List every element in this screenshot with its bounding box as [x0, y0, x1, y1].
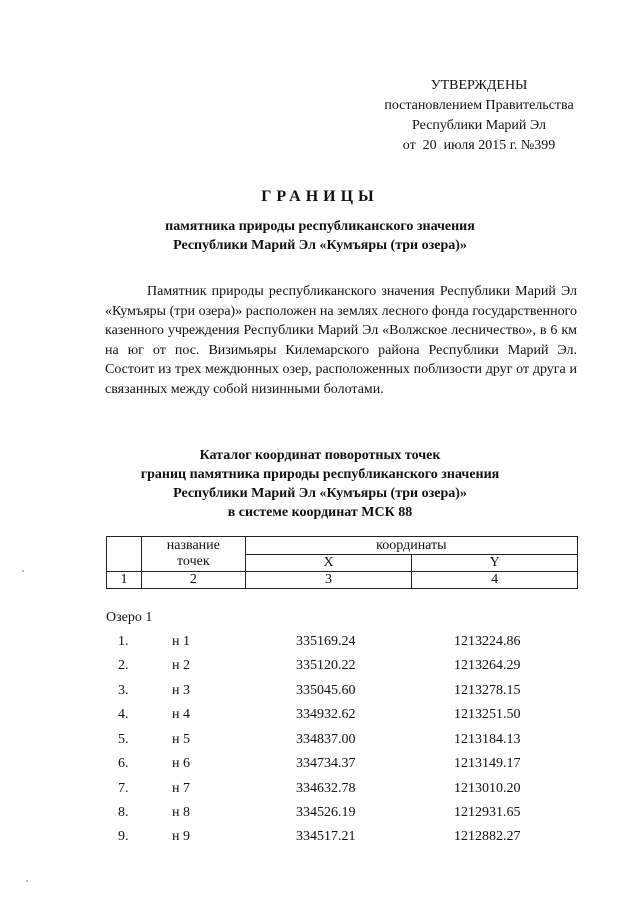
header-name-label: название [166, 538, 220, 553]
point-name: н 1 [172, 634, 190, 649]
point-name: н 8 [172, 805, 190, 820]
catalog-title-line-2: границ памятника природы республиканского значения [140, 467, 500, 482]
header-number-cell [107, 537, 142, 572]
point-x: 334734.37 [296, 756, 356, 771]
header-x: X [245, 555, 412, 572]
table-row [0, 805, 640, 827]
point-name: н 3 [172, 683, 190, 698]
point-y: 1213224.86 [454, 634, 521, 649]
point-number: 3. [118, 683, 129, 698]
point-name: н 2 [172, 658, 190, 673]
coordinates-table-header [106, 536, 578, 589]
description-paragraph: Памятник природы республиканского значения Республики Марий Эл «Кумъяры (три озера)» расположен на землях лесного фонда государственного казенного учреждения Республики Марий Эл «Волжское лесничество», в 6 км на юг от пос. Визимьяры Килемарского района Республики Марий Эл. Состоит из трех междюнных озер, расположенных поблизости друг от друга и связанных между собой низинными болотами. [105, 284, 577, 397]
point-name: н 5 [172, 732, 190, 747]
table-row [0, 707, 640, 729]
point-y: 1213010.20 [454, 781, 521, 796]
scan-speck [22, 570, 24, 572]
point-y: 1212931.65 [454, 805, 521, 820]
header-y: Y [412, 555, 578, 572]
point-x: 334517.21 [296, 829, 356, 844]
point-x: 335045.60 [296, 683, 356, 698]
point-number: 7. [118, 781, 129, 796]
catalog-title-line-1: Каталог координат поворотных точек [199, 448, 441, 463]
point-name: н 7 [172, 781, 190, 796]
subtitle-line-2: Республики Марий Эл «Кумъяры (три озера)» [173, 238, 467, 253]
point-number: 4. [118, 707, 129, 722]
point-number: 9. [118, 829, 129, 844]
header-index-2: 2 [141, 572, 245, 589]
table-row [0, 829, 640, 851]
point-name: н 4 [172, 707, 190, 722]
point-y: 1213149.17 [454, 756, 521, 771]
point-x: 334632.78 [296, 781, 356, 796]
approval-date: от 20 июля 2015 г. №399 [402, 138, 556, 153]
approval-republic: Республики Марий Эл [412, 118, 546, 133]
header-index-1: 1 [107, 572, 142, 589]
approval-block [374, 76, 584, 156]
table-row [0, 732, 640, 754]
point-y: 1213184.13 [454, 732, 521, 747]
point-number: 2. [118, 658, 129, 673]
approval-heading: УТВЕРЖДЕНЫ [430, 78, 528, 93]
table-row [0, 781, 640, 803]
point-name: н 6 [172, 756, 190, 771]
point-y: 1212882.27 [454, 829, 521, 844]
approval-decree: постановлением Правительства [384, 98, 574, 113]
point-y: 1213251.50 [454, 707, 521, 722]
header-coordinates: координаты [245, 537, 577, 555]
header-index-4: 4 [412, 572, 578, 589]
subtitle-line-1: памятника природы республиканского значения [165, 219, 475, 234]
point-x: 334932.62 [296, 707, 356, 722]
header-name-cell [141, 537, 245, 572]
table-row [0, 634, 640, 656]
point-number: 8. [118, 805, 129, 820]
catalog-title-line-3: Республики Марий Эл «Кумъяры (три озера)» [173, 486, 467, 501]
point-x: 335169.24 [296, 634, 356, 649]
scan-speck [26, 880, 28, 882]
point-x: 335120.22 [296, 658, 356, 673]
point-number: 1. [118, 634, 129, 649]
header-index-3: 3 [245, 572, 412, 589]
point-y: 1213278.15 [454, 683, 521, 698]
point-number: 6. [118, 756, 129, 771]
table-row [0, 658, 640, 680]
table-row [0, 683, 640, 705]
lake-label: Озеро 1 [106, 610, 153, 625]
document-title: ГРАНИЦЫ [261, 188, 379, 205]
point-y: 1213264.29 [454, 658, 521, 673]
point-x: 334526.19 [296, 805, 356, 820]
table-row [0, 756, 640, 778]
header-name-label-2: точек [177, 554, 210, 569]
point-x: 334837.00 [296, 732, 356, 747]
catalog-title-line-4: в системе координат МСК 88 [227, 505, 413, 520]
point-number: 5. [118, 732, 129, 747]
point-name: н 9 [172, 829, 190, 844]
